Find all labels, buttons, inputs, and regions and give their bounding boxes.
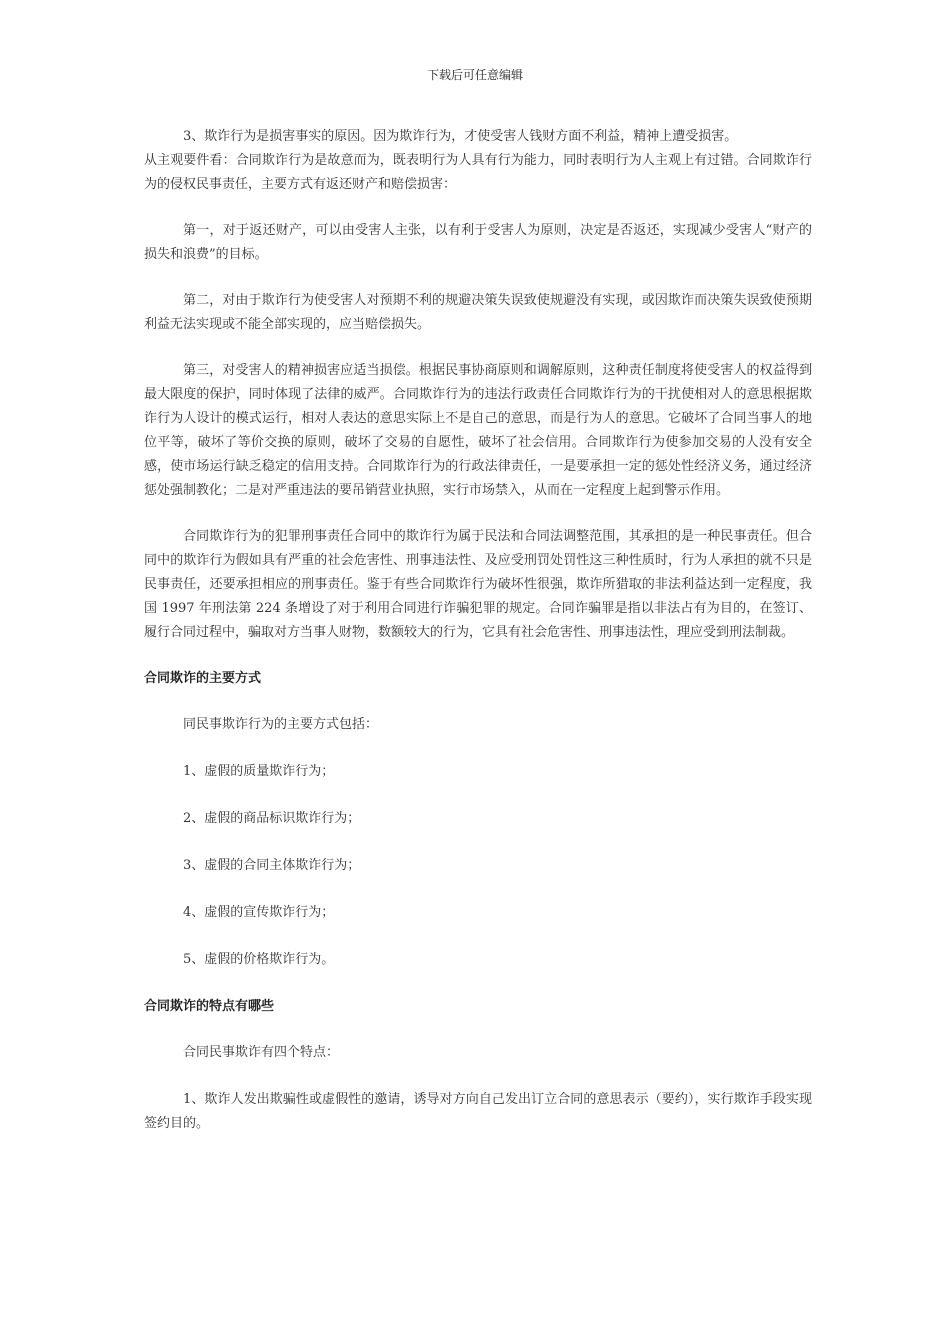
section-intro: 同民事欺诈行为的主要方式包括： <box>183 717 379 732</box>
section-intro: 合同民事欺诈有四个特点： <box>183 1045 340 1060</box>
list-item: 5、虚假的价格欺诈行为。 <box>183 952 335 967</box>
paragraph-text: 3、欺诈行为是损害事实的原因。因为欺诈行为，才使受害人钱财方面不利益，精神上遭受损害。 <box>183 129 738 144</box>
document-body <box>144 125 812 1158</box>
paragraph-first: 第一，对于返还财产，可以由受害人主张，以有利于受害人为原则，决定是否返还，实现减少受害人“财产的损失和浪费”的目标。 <box>144 223 812 262</box>
paragraph-causation <box>144 125 812 197</box>
paragraph-second: 第二，对由于欺诈行为使受害人对预期不利的规避决策失误致使规避没有实现，或因欺诈而决策失误致使预期利益无法实现或不能全部实现的，应当赔偿损失。 <box>144 293 812 332</box>
list-item: 4、虚假的宣传欺诈行为； <box>183 905 335 920</box>
paragraph-text: 从主观要件看：合同欺诈行为是故意而为，既表明行为人具有行为能力，同时表明行为人主观上有过错。合同欺诈行为的侵权民事责任，主要方式有返还财产和赔偿损害： <box>144 153 812 192</box>
list-item: 2、虚假的商品标识欺诈行为； <box>183 811 361 826</box>
paragraph-criminal-liability: 合同欺诈行为的犯罪刑事责任合同中的欺诈行为属于民法和合同法调整范围，其承担的是一种民事责任。但合同中的欺诈行为假如具有严重的社会危害性、刑事违法性、及应受刑罚处罚性这三种性质时，行为人承担的就不只是民事责任，还要承担相应的刑事责任。鉴于有些合同欺诈行为破坏性很强，欺诈所猎取的非法利益达到一定程度，我国 1997 年刑法第 224 条增设了对于利用合同进行诈骗犯罪的规定。合同诈骗罪是指以非法占有为目的，在签订、履行合同过程中，骗取对方当事人财物，数额较大的行为，它具有社会危害性、刑事违法性，理应受到刑法制裁。 <box>144 529 812 640</box>
list-item: 1、虚假的质量欺诈行为； <box>183 764 335 779</box>
paragraph-third: 第三，对受害人的精神损害应适当损偿。根据民事协商原则和调解原则，这种责任制度将使受害人的权益得到最大限度的保护，同时体现了法律的威严。合同欺诈行为的违法行政责任合同欺诈行为的干扰使相对人的意思根据欺诈行为人设计的模式运行，相对人表达的意思实际上不是自己的意思，而是行为人的意思。它破坏了合同当事人的地位平等，破坏了等价交换的原则，破坏了交易的自愿性，破坏了社会信用。合同欺诈行为使参加交易的人没有安全感，使市场运行缺乏稳定的信用支持。合同欺诈行为的行政法律责任，一是要承担一定的惩处性经济义务，通过经济惩处强制教化；二是对严重违法的要吊销营业执照，实行市场禁入，从而在一定程度上起到警示作用。 <box>144 363 812 498</box>
list-item: 1、欺诈人发出欺骗性或虚假性的邀请，诱导对方向自己发出订立合同的意思表示（要约），实行欺诈手段实现签约目的。 <box>144 1092 812 1131</box>
list-item: 3、虚假的合同主体欺诈行为； <box>183 858 361 873</box>
section-heading-characteristics: 合同欺诈的特点有哪些 <box>144 999 275 1014</box>
page-header: 下载后可任意编辑 <box>426 68 523 82</box>
section-heading-main-methods: 合同欺诈的主要方式 <box>144 671 262 686</box>
